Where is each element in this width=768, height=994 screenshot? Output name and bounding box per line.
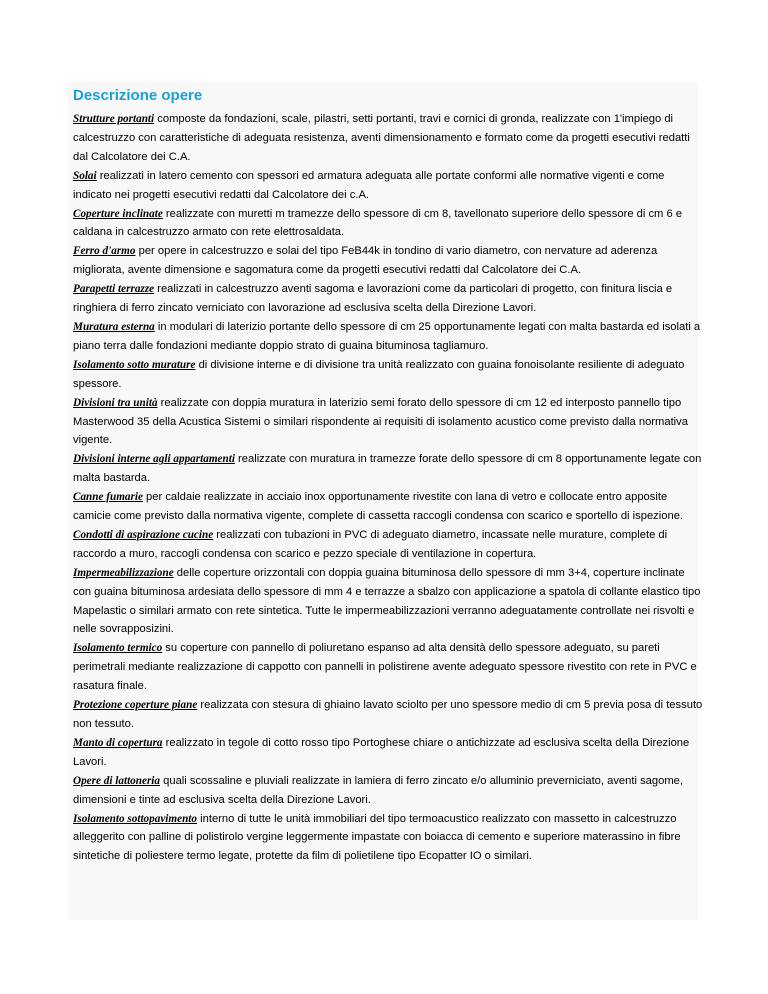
entry-term: Impermeabilizzazione	[73, 566, 174, 579]
entry-paragraph	[73, 564, 703, 640]
entry-description: quali scossaline e pluviali realizzate in lamiera di ferro zincato e/o alluminio preverniciato, aventi sagome, dimensioni e tinte ad esclusiva scelta della Direzione Lavori.	[73, 774, 683, 806]
entry-term: Condotti di aspirazione cucine	[73, 528, 214, 541]
entry-term: Muratura esterna	[73, 320, 155, 333]
entry-paragraph	[73, 205, 703, 243]
entry-description: per caldaie realizzate in acciaio inox opportunamente rivestite con lana di vetro e collocate entro apposite camicie come previsto dalla normativa vigente, complete di cassetta raccogli condensa con scarico e sportello di ispezione.	[73, 491, 684, 523]
entries-list	[73, 110, 703, 866]
entry-description: realizzati con tubazioni in PVC di adeguato diametro, incassate nelle murature, complete di raccordo a muro, raccogli condensa con scarico e pezzo speciale di ventilazione in copertura.	[73, 528, 668, 560]
entry-description: di divisione interne e di divisione tra unità realizzato con guaina fonoisolante resiliente di adeguato spessore.	[73, 358, 685, 390]
entry-description: realizzati in latero cemento con spessori ed armatura adeguata alle portate conformi alle normative vigenti e come indicato nei progetti esecutivi redatti dal Calcolatore dei c.A.	[73, 169, 665, 201]
entry-paragraph	[73, 167, 703, 205]
entry-term: Strutture portanti	[73, 113, 155, 125]
entry-term: Parapetti terrazze	[73, 283, 155, 296]
entry-term: Solai	[73, 169, 97, 182]
entry-description: su coperture con pannello di poliuretano espanso ad alta densità dello spessore adeguato, su pareti perimetrali mediante realizzazione di cappotto con pannelli in polistirene avente adeguato spessore rivestito con rete in PVC e rasatura finale.	[73, 642, 697, 693]
entry-term: Isolamento sottopavimento	[73, 812, 198, 825]
entry-paragraph	[73, 810, 703, 867]
entry-term: Canne fumarie	[73, 491, 143, 504]
entry-term: Isolamento termico	[73, 642, 163, 655]
entry-description: realizzata con stesura di ghiaino lavato sciolto per uno spessore medio di cm 5 previa posa di tessuto non tessuto.	[73, 699, 703, 730]
entry-term: Isolamento sotto murature	[73, 358, 196, 371]
entry-paragraph	[73, 450, 703, 488]
entry-paragraph	[73, 734, 703, 772]
entry-paragraph	[73, 394, 703, 451]
entry-description: per opere in calcestruzzo e solai del tipo FeB44k in tondino di vario diametro, con nervature ad aderenza migliorata, avente dimensione e sagomatura come da progetti esecutivi redatti dal Calcolatore dei C.A.	[73, 245, 658, 277]
entry-description: composte da fondazioni, scale, pilastri, setti portanti, travi e cornici di gronda, realizzate con 1'impiego di calcestruzzo con caratteristiche di adeguata resistenza, aventi dimensionamento e formato come da progetti esecutivi redatti dal Calcolatore dei C.A.	[73, 113, 690, 163]
entry-paragraph	[73, 110, 703, 167]
entry-term: Manto di copertura	[73, 736, 163, 749]
entry-term: Ferro d'armo	[73, 245, 136, 258]
document-content	[73, 86, 703, 866]
entry-paragraph	[73, 639, 703, 696]
entry-description: realizzate con muratura in tramezze forate dello spessore di cm 8 opportunamente legate con malta bastarda.	[73, 453, 702, 485]
entry-term: Divisioni tra unità	[73, 396, 158, 409]
entry-paragraph	[73, 696, 703, 734]
entry-description: realizzato in tegole di cotto rosso tipo Portoghese chiare o antichizzate ad esclusiva scelta della Direzione Lavori.	[73, 736, 690, 768]
entry-paragraph	[73, 488, 703, 526]
entry-description: interno di tutte le unità immobiliari del tipo termoacustico realizzato con massetto in calcestruzzo alleggerito con palline di polistirolo vergine leggermente impastate con boiacca di cemento e superiore materassino in fibre sintetiche di poliestere termo legate, protette da film di polietilene tipo Ecopatter IO o similari.	[73, 812, 681, 863]
entry-term: Divisioni interne agli appartamenti	[73, 453, 235, 466]
entry-paragraph	[73, 526, 703, 564]
page-title: Descrizione opere	[73, 87, 203, 104]
entry-paragraph	[73, 318, 703, 356]
entry-term: Protezione coperture piane	[73, 699, 198, 712]
entry-paragraph	[73, 242, 703, 280]
entry-description: delle coperture orizzontali con doppia guaina bituminosa dello spessore di mm 3+4, coperture inclinate con guaina bituminosa ardesiata dello spessore di mm 4 e terrazze a sbalzo con applicazione a spatola di collante elastico tipo Mapelastic o similari armato con rete sintetica. Tutte le impermeabilizzazioni verranno adeguatamente controllate nei risvolti e nelle sovrapposizini.	[73, 566, 701, 636]
entry-paragraph	[73, 280, 703, 318]
entry-description: realizzati in calcestruzzo aventi sagoma e lavorazioni come da particolari di progetto, con finitura liscia e ringhiera di ferro zincato verniciato con lavorazione ad esclusiva scelta della Direzione Lavori.	[73, 283, 673, 315]
entry-term: Coperture inclinate	[73, 207, 163, 220]
entry-description: realizzate con doppia muratura in laterizio semi forato dello spessore di cm 12 ed interposto pannello tipo Masterwood 35 della Acustica Sistemi o similari rispondente ai requisiti di isolamento acustico come previsto dalla normativa vigente.	[73, 396, 688, 447]
entry-paragraph	[73, 356, 703, 394]
entry-term: Opere di lattoneria	[73, 774, 161, 787]
entry-paragraph	[73, 772, 703, 810]
entry-description: realizzate con muretti m tramezze dello spessore di cm 8, tavellonato superiore dello spessore di cm 6 e caldana in calcestruzzo armato con rete elettrosaldata.	[73, 207, 683, 239]
entry-description: in modulari di laterizio portante dello spessore di cm 25 opportunamente legati con malta bastarda ed isolati a piano terra dalle fondazioni mediante doppio strato di guaina bituminosa tagliamuro.	[73, 320, 701, 352]
